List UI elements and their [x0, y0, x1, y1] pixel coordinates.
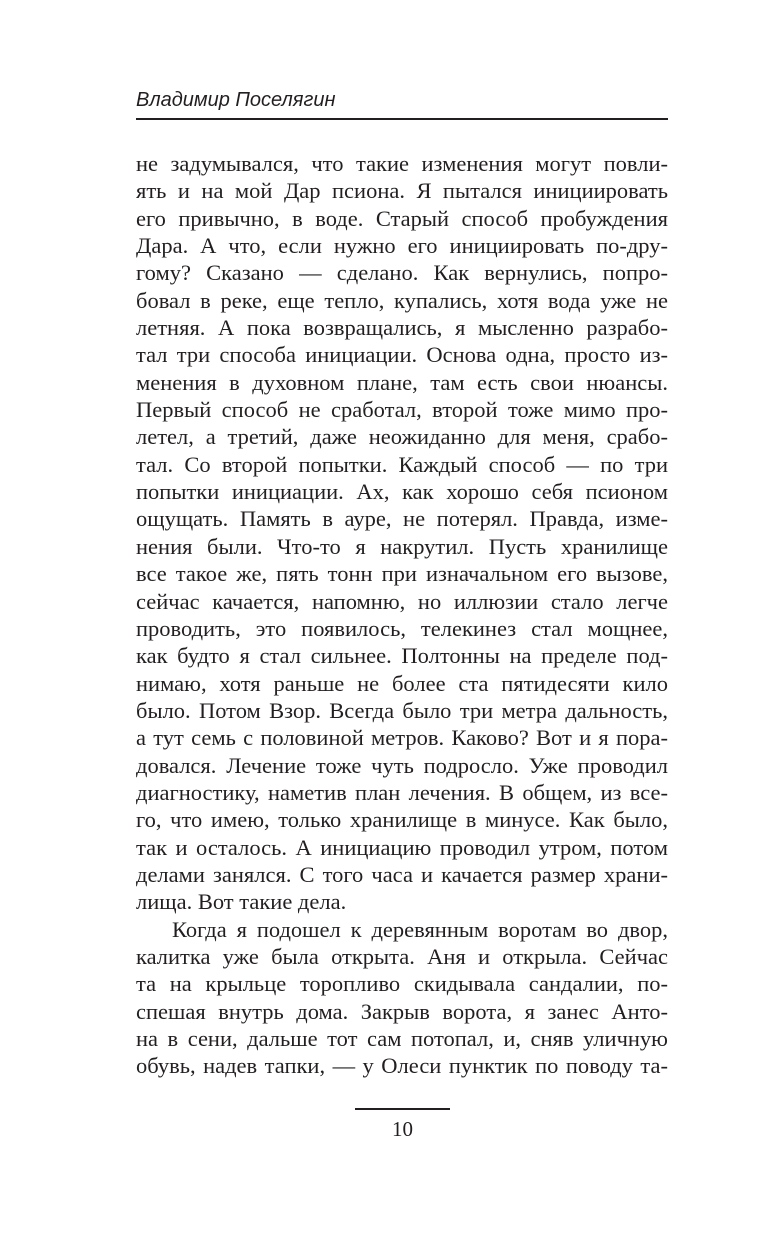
text-line: на в сени, дальше тот сам потопал, и, сняв уличную	[136, 1026, 668, 1051]
text-line: ощущать. Память в ауре, не потерял. Правда, изме-	[136, 506, 668, 532]
text-line: Дара. А что, если нужно его инициировать по-дру-	[136, 233, 668, 259]
body-text	[136, 150, 668, 1080]
text-line: гому? Сказано — сделано. Как вернулись, попро-	[136, 260, 668, 286]
text-line: диагностику, наметив план лечения. В общем, из все-	[136, 779, 668, 805]
text-line: летняя. А пока возвращались, я мысленно разрабо-	[136, 315, 668, 341]
text-line: менения в духовном плане, там есть свои нюансы.	[136, 369, 668, 395]
text-line: его привычно, в воде. Старый способ пробуждения	[136, 205, 668, 231]
text-line: проводить, это появилось, телекинез стал мощнее,	[136, 615, 668, 641]
text-line: нимаю, хотя раньше не более ста пятидесяти кило	[136, 670, 668, 696]
text-line: та на крыльце торопливо скидывала сандалии, по-	[136, 971, 668, 997]
text-line: а тут семь с половиной метров. Каково? Вот и я пора-	[136, 725, 668, 751]
text-line: попытки инициации. Ах, как хорошо себя псионом	[136, 479, 668, 505]
text-line: ять и на мой Дар псиона. Я пытался инициировать	[136, 178, 668, 204]
text-line: бовал в реке, еще тепло, купались, хотя вода уже не	[136, 287, 668, 313]
text-line: нения были. Что-то я накрутил. Пусть хранилище	[136, 533, 668, 559]
text-line: тал три способа инициации. Основа одна, просто из-	[136, 342, 668, 368]
text-line: тал. Со второй попытки. Каждый способ — по три	[136, 451, 668, 477]
text-line: делами занялся. С того часа и качается размер храни-	[136, 861, 668, 887]
text-line: лища. Вот такие дела.	[136, 889, 347, 915]
page-number: 10	[392, 1117, 413, 1141]
text-line: спешая внутрь дома. Закрыв ворота, я занес Анто-	[136, 998, 668, 1024]
text-line: калитка уже была открыта. Аня и открыла. Сейчас	[136, 943, 668, 969]
text-line: Первый способ не сработал, второй тоже мимо про-	[136, 397, 668, 423]
text-line: Когда я подошел к деревянным воротам во двор,	[172, 916, 668, 942]
text-line: так и осталось. А инициацию проводил утром, потом	[136, 834, 668, 860]
text-line: довался. Лечение тоже чуть подросло. Уже проводил	[136, 752, 668, 778]
text-line: не задумывался, что такие изменения могут повли-	[136, 151, 668, 176]
text-line: все такое же, пять тонн при изначальном его вызове,	[136, 561, 668, 587]
header-rule	[136, 118, 668, 120]
text-line: было. Потом Взор. Всегда было три метра дальность,	[136, 697, 668, 723]
text-line: го, что имею, только хранилище в минусе. Как было,	[136, 807, 668, 833]
text-line: летел, а третий, даже неожиданно для меня, срабо-	[136, 424, 668, 450]
text-line: сейчас качается, напомню, но иллюзии стало легче	[136, 588, 668, 614]
footer-rule	[355, 1108, 450, 1110]
running-head-author: Владимир Поселягин	[136, 89, 336, 111]
text-line: как будто я стал сильнее. Полтонны на пределе под-	[136, 643, 668, 669]
text-line: обувь, надев тапки, — у Олеси пунктик по поводу та-	[136, 1053, 668, 1079]
